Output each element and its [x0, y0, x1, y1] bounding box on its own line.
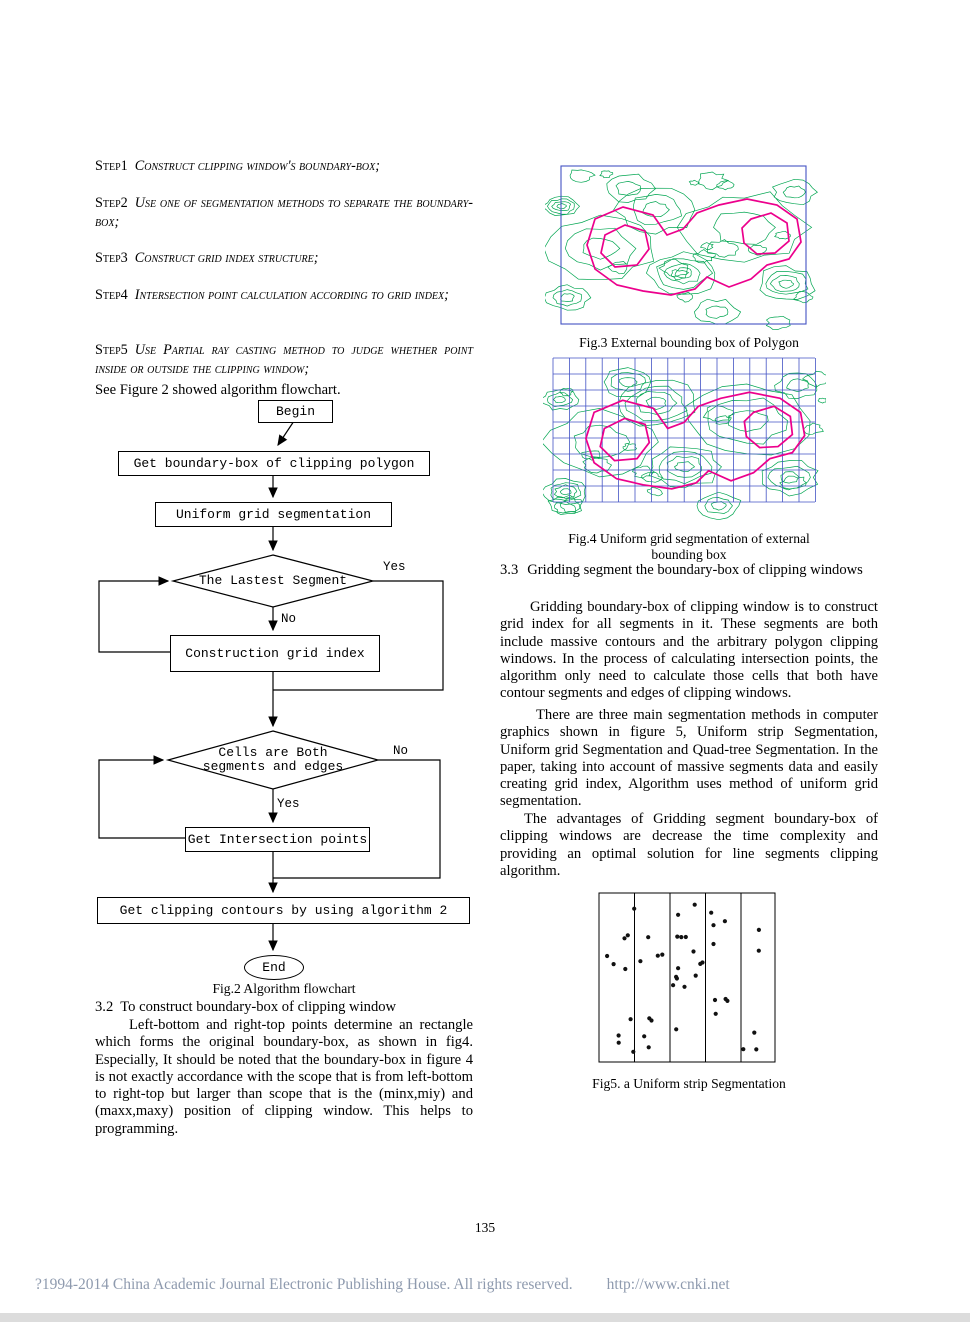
flowchart-get-bbox: Get boundary-box of clipping polygon — [118, 451, 430, 476]
flowchart-cells-both-label — [183, 746, 363, 774]
footer-bar — [35, 1276, 730, 1294]
fig5-caption: Fig5. a Uniform strip Segmentation — [592, 1076, 786, 1091]
flowchart-cells-line2: segments and edges — [202, 759, 344, 774]
fig3-graphic — [545, 157, 822, 333]
step-2-label: Step2 — [95, 195, 128, 211]
fig2-caption: Fig.2 Algorithm flowchart — [212, 981, 356, 996]
step-5-label: Step5 — [95, 342, 128, 358]
flowchart-begin: Begin — [258, 400, 333, 423]
section-3-3-para2: There are three main segmentation methods in computer graphics shown in figure 5, Uniform strip Segmentation, Uniform grid Segmentation and Quad-tree Segmentation. In the paper, taking into account of massive segments data and easily creating grid index, Algorithm uses method of uniform grid segmentation. — [500, 707, 878, 810]
page-number: 135 — [474, 1220, 496, 1235]
section-3-3-heading — [500, 562, 878, 579]
step-1-label: Step1 — [95, 158, 128, 174]
footer-copyright: ?1994-2014 China Academic Journal Electronic Publishing House. All rights reserved. — [35, 1276, 573, 1293]
step-4-label: Step4 — [95, 287, 128, 303]
step-3-text: Construct grid index structure; — [134, 250, 319, 266]
flowchart-lastest-segment-label: The Lastest Segment — [198, 573, 348, 588]
flowchart-no1-label: No — [281, 612, 297, 626]
section-3-3-para3: The advantages of Gridding segment boundary-box of clipping windows are decrease the time complexity and providing an optimal solution for line segments clipping algorithm. — [500, 811, 878, 879]
section-3-2-heading: 3.2 To construct boundary-box of clipping window — [95, 999, 397, 1015]
step-1 — [95, 157, 473, 176]
step-2-text: Use one of segmentation methods to separate the boundary-box; — [95, 195, 473, 230]
section-3-3-heading-text: Gridding segment the boundary-box of clipping windows — [527, 562, 863, 578]
scan-edge-strip — [0, 1313, 970, 1322]
flowchart-yes2-label: Yes — [277, 797, 300, 811]
flowchart-cells-line1: Cells are Both — [218, 745, 328, 760]
see-figure-note: See Figure 2 showed algorithm flowchart. — [95, 382, 341, 398]
flowchart-uniform-grid: Uniform grid segmentation — [155, 502, 392, 527]
step-1-text: Construct clipping window's boundary-box; — [134, 158, 380, 174]
flowchart-construct-index: Construction grid index — [170, 635, 380, 672]
footer-url-link[interactable]: http://www.cnki.net — [606, 1276, 730, 1293]
fig4-graphic — [543, 350, 826, 527]
flowchart-get-contours: Get clipping contours by using algorithm 2 — [97, 897, 470, 924]
fig4-caption: Fig.4 Uniform grid segmentation of external bounding box — [568, 531, 810, 562]
step-3-label: Step3 — [95, 250, 128, 266]
flowchart-yes1-label: Yes — [383, 560, 406, 574]
flowchart-end: End — [244, 955, 304, 980]
step-5-text: Use Partial ray casting method to judge whether point inside or outside the clipping window; — [95, 342, 473, 377]
fig5-graphic — [598, 892, 776, 1063]
flowchart — [95, 400, 473, 982]
section-3-2-body: Left-bottom and right-top points determine an rectangle which forms the original boundary-box, as shown in fig4. Especially, It should be noted that the boundary-box in figure 4 is not exactly accordance with the scope that is from left-bottom to right-top but larger than scope that is the (minx,miy) and (maxx,maxy) position of clipping window. This helps to programming. — [95, 1017, 473, 1137]
step-4-text: Intersection point calculation according to grid index; — [134, 287, 449, 303]
step-2 — [95, 194, 473, 232]
step-4 — [95, 286, 473, 305]
section-3-3-para1: Gridding boundary-box of clipping window is to construct grid index for all segments in it. These segments are both include massive contours and the arbitrary polygon clipping windows. In the process of calculating intersection points, the algorithm only need to calculate those cells that both have contour segments and edges of clipping windows. — [500, 599, 878, 702]
flowchart-no2-label: No — [393, 744, 409, 758]
flowchart-connectors — [95, 400, 473, 982]
step-5 — [95, 341, 473, 379]
fig3-caption: Fig.3 External bounding box of Polygon — [579, 335, 799, 350]
section-3-3-number: 3.3 — [500, 562, 519, 578]
step-3 — [95, 249, 473, 268]
flowchart-get-points: Get Intersection points — [185, 827, 370, 852]
